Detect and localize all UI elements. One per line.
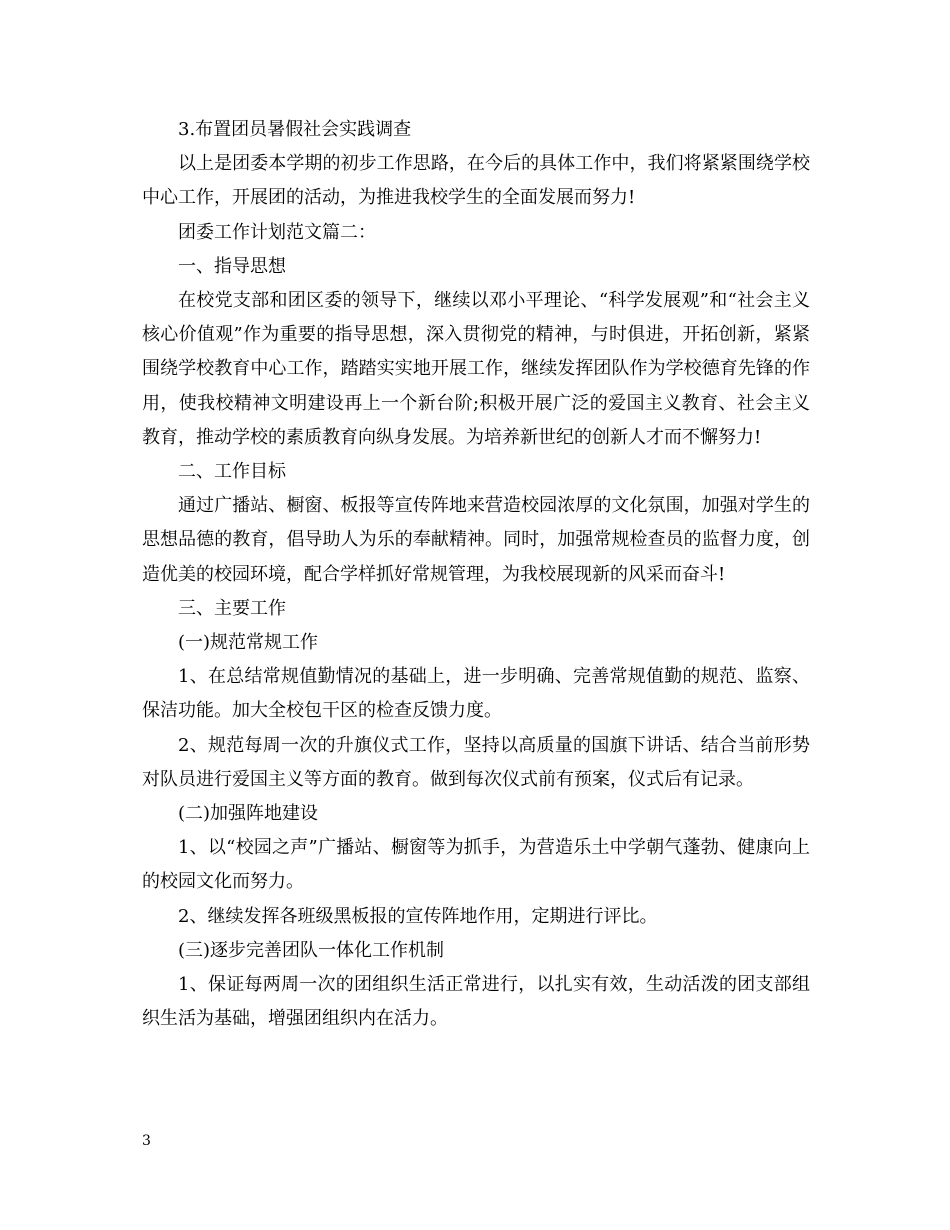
paragraph-position-item-1: 1、以“校园之声”广播站、橱窗等为抓手，为营造乐土中学朝气蓬勃、健康向上的校园文化而努力。 [142, 837, 810, 893]
paragraph-summary: 以上是团委本学期的初步工作思路，在今后的具体工作中，我们将紧紧围绕学校中心工作，开展团的活动，为推进我校学生的全面发展而努力! [142, 153, 810, 209]
paragraph-task-3: 3.布置团员暑假社会实践调查 [178, 119, 412, 140]
document-body [142, 113, 810, 1036]
paragraph-position-item-2: 2、继续发挥各班级黑板报的宣传阵地作用，定期进行评比。 [178, 905, 658, 927]
subheading-routine-work: (一)规范常规工作 [178, 632, 319, 654]
paragraph-routine-item-2: 2、规范每周一次的升旗仪式工作，坚持以高质量的国旗下讲话、结合当前形势对队员进行爱国主义等方面的教育。做到每次仪式前有预案，仪式后有记录。 [142, 734, 810, 790]
page-number: 3 [142, 1133, 151, 1149]
subheading-integration-mechanism: (三)逐步完善团队一体化工作机制 [178, 939, 445, 961]
section-title-sample-two: 团委工作计划范文篇二： [178, 221, 376, 243]
heading-main-work: 三、主要工作 [178, 597, 286, 619]
paragraph-guiding-ideology: 在校党支部和团区委的领导下，继续以邓小平理论、“科学发展观”和“社会主义核心价值观”作为重要的指导思想，深入贯彻党的精神，与时俱进，开拓创新，紧紧围绕学校教育中心工作，踏踏实实地开展工作，继续发挥团队作为学校德育先锋的作用，使我校精神文明建设再上一个新台阶;积极开展广泛的爱国主义教育、社会主义教育，推动学校的素质教育向纵身发展。为培养新世纪的创新人才而不懈努力! [142, 290, 810, 448]
paragraph-routine-item-1: 1、在总结常规值勤情况的基础上，进一步明确、完善常规值勤的规范、监察、保洁功能。加大全校包干区的检查反馈力度。 [142, 666, 810, 722]
paragraph-work-goals: 通过广播站、橱窗、板报等宣传阵地来营造校园浓厚的文化氛围，加强对学生的思想品德的教育，倡导助人为乐的奉献精神。同时，加强常规检查员的监督力度，创造优美的校园环境，配合学样抓好常规管理，为我校展现新的风采而奋斗! [142, 495, 810, 585]
heading-work-goals: 二、工作目标 [178, 461, 286, 483]
paragraph-integration-item-1: 1、保证每两周一次的团组织生活正常进行，以扎实有效，生动活泼的团支部组织生活为基础，增强团组织内在活力。 [142, 974, 810, 1030]
heading-guiding-ideology: 一、指导思想 [178, 255, 286, 277]
subheading-position-building: (二)加强阵地建设 [178, 803, 319, 825]
